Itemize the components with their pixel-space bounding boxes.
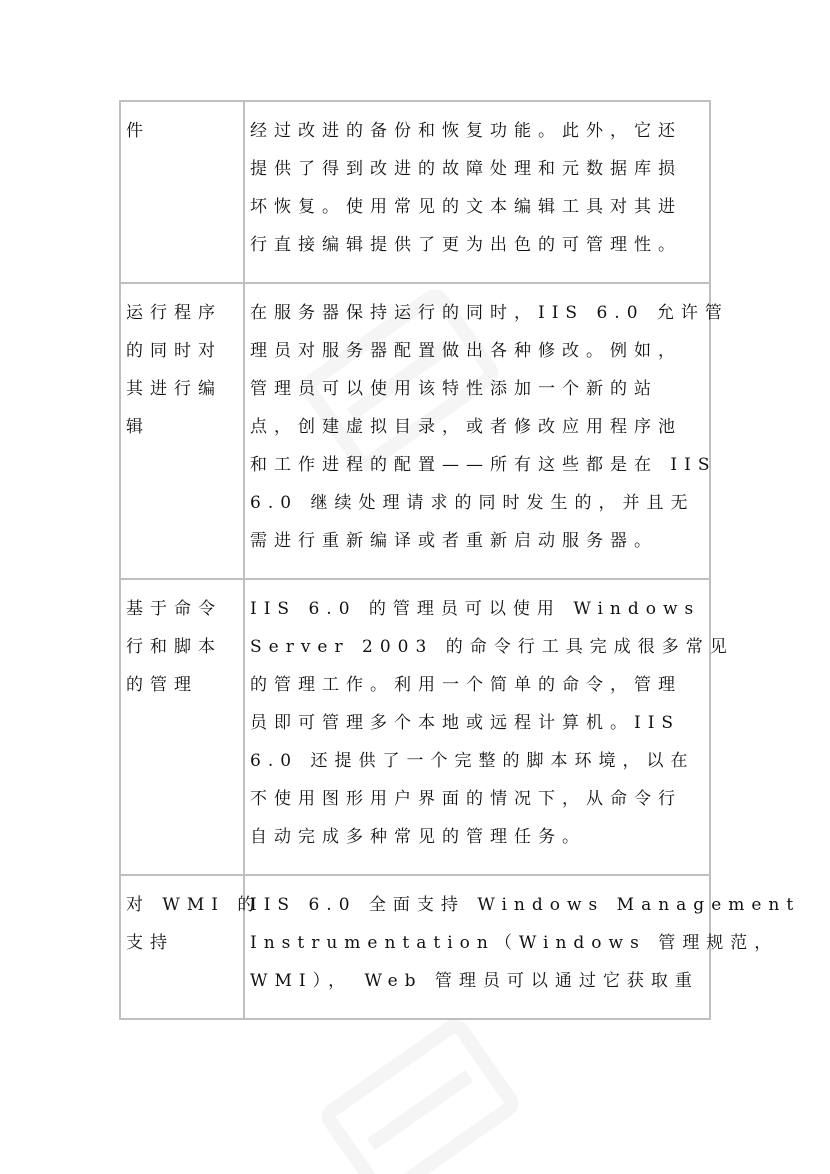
feature-description-line: 在服务器保持运行的同时，IIS 6.0 允许管	[250, 303, 729, 323]
feature-name-cell	[120, 283, 244, 579]
feature-description-line: 的管理工作。利用一个简单的命令，管理	[250, 675, 682, 695]
feature-name-cell	[120, 101, 244, 283]
feature-description-line: 坏恢复。使用常见的文本编辑工具对其进	[250, 197, 682, 217]
feature-description-line: 和工作进程的配置——所有这些都是在 IIS	[250, 455, 717, 475]
feature-table	[119, 100, 801, 1020]
feature-name-cell	[120, 875, 262, 1019]
feature-name-line: 辑	[126, 417, 150, 437]
feature-name-line: 的管理	[126, 675, 198, 695]
table-row	[120, 101, 710, 283]
feature-description-line: Instrumentation（Windows 管理规范，	[250, 933, 779, 953]
feature-description-line: 管理员可以使用该特性添加一个新的站	[250, 379, 658, 399]
feature-description-line: 自动完成多种常见的管理任务。	[250, 827, 586, 847]
feature-description-line: 不使用图形用户界面的情况下，从命令行	[250, 789, 682, 809]
feature-description-line: 员即可管理多个本地或远程计算机。IIS	[250, 713, 681, 733]
feature-name-line: 运行程序	[126, 303, 222, 323]
feature-name-line: 支持	[126, 933, 174, 953]
feature-description-line: 6.0 继续处理请求的同时发生的，并且无	[250, 493, 695, 513]
feature-name-line: 基于命令	[126, 599, 222, 619]
table-row	[120, 875, 710, 1019]
feature-description-line: WMI）， Web 管理员可以通过它获取重	[250, 971, 699, 991]
feature-description-cell	[244, 283, 729, 579]
feature-name-line: 件	[126, 121, 150, 141]
table-row	[120, 283, 710, 579]
feature-description-line: 6.0 还提供了一个完整的脚本环境，以在	[250, 751, 695, 771]
feature-name-cell	[120, 579, 244, 875]
feature-name-line: 行和脚本	[126, 637, 222, 657]
feature-description-cell	[244, 101, 710, 283]
feature-description-line: IIS 6.0 的管理员可以使用 Windows	[250, 599, 701, 619]
feature-name-line: 的同时对	[126, 341, 222, 361]
feature-description-line: 行直接编辑提供了更为出色的可管理性。	[250, 235, 682, 255]
feature-description-line: 经过改进的备份和恢复功能。此外，它还	[250, 121, 682, 141]
feature-description-line: IIS 6.0 全面支持 Windows Management	[250, 895, 801, 915]
table-row	[120, 579, 710, 875]
feature-description-line: Server 2003 的命令行工具完成很多常见	[250, 637, 734, 657]
feature-description-line: 理员对服务器配置做出各种修改。例如，	[250, 341, 682, 361]
feature-description-cell	[244, 579, 734, 875]
feature-description-line: 需进行重新编译或者重新启动服务器。	[250, 531, 658, 551]
feature-description-cell	[244, 875, 801, 1019]
feature-name-line: 其进行编	[126, 379, 222, 399]
feature-description-line: 提供了得到改进的故障处理和元数据库损	[250, 159, 682, 179]
feature-name-line: 对 WMI 的	[126, 895, 262, 915]
feature-description-line: 点，创建虚拟目录，或者修改应用程序池	[250, 417, 682, 437]
